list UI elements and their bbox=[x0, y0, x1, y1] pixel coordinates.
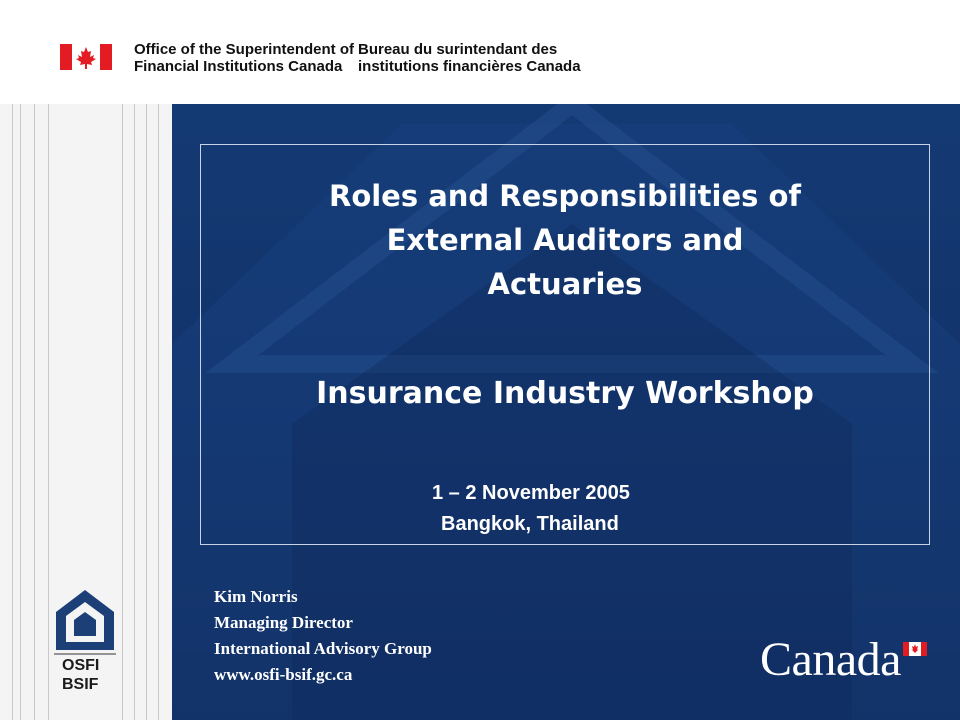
event-location: Bangkok, Thailand bbox=[441, 513, 619, 535]
slide-subtitle: Insurance Industry Workshop bbox=[316, 376, 814, 411]
osfi-logo-icon bbox=[52, 588, 118, 714]
event-date: 1 – 2 November 2005 bbox=[432, 482, 630, 504]
title-line-3: Actuaries bbox=[487, 267, 643, 301]
presenter-role: Managing Director bbox=[214, 613, 353, 632]
dept-en-line-1: Office of the Superintendent of bbox=[134, 41, 354, 58]
canada-flag-icon bbox=[903, 642, 927, 656]
osfi-logo-text bbox=[62, 656, 99, 694]
presenter-website: www.osfi-bsif.gc.ca bbox=[214, 665, 353, 684]
department-name-french bbox=[358, 41, 581, 75]
header-bar bbox=[0, 0, 960, 104]
canada-flag-icon bbox=[60, 44, 112, 70]
presenter-name: Kim Norris bbox=[214, 587, 298, 606]
title-line-2: External Auditors and bbox=[386, 223, 744, 257]
presenter-info bbox=[214, 584, 432, 688]
bsif-label: BSIF bbox=[62, 676, 99, 693]
osfi-label: OSFI bbox=[62, 657, 100, 674]
dept-fr-line-2: institutions financières Canada bbox=[358, 58, 581, 75]
title-line-1: Roles and Responsibilities of bbox=[328, 179, 802, 213]
presenter-group: International Advisory Group bbox=[214, 639, 432, 658]
canada-wordmark: Canada bbox=[760, 633, 901, 686]
department-name-english bbox=[134, 41, 354, 75]
dept-en-line-2: Financial Institutions Canada bbox=[134, 58, 343, 75]
dept-fr-line-1: Bureau du surintendant des bbox=[358, 41, 558, 58]
slide-title bbox=[200, 174, 930, 306]
